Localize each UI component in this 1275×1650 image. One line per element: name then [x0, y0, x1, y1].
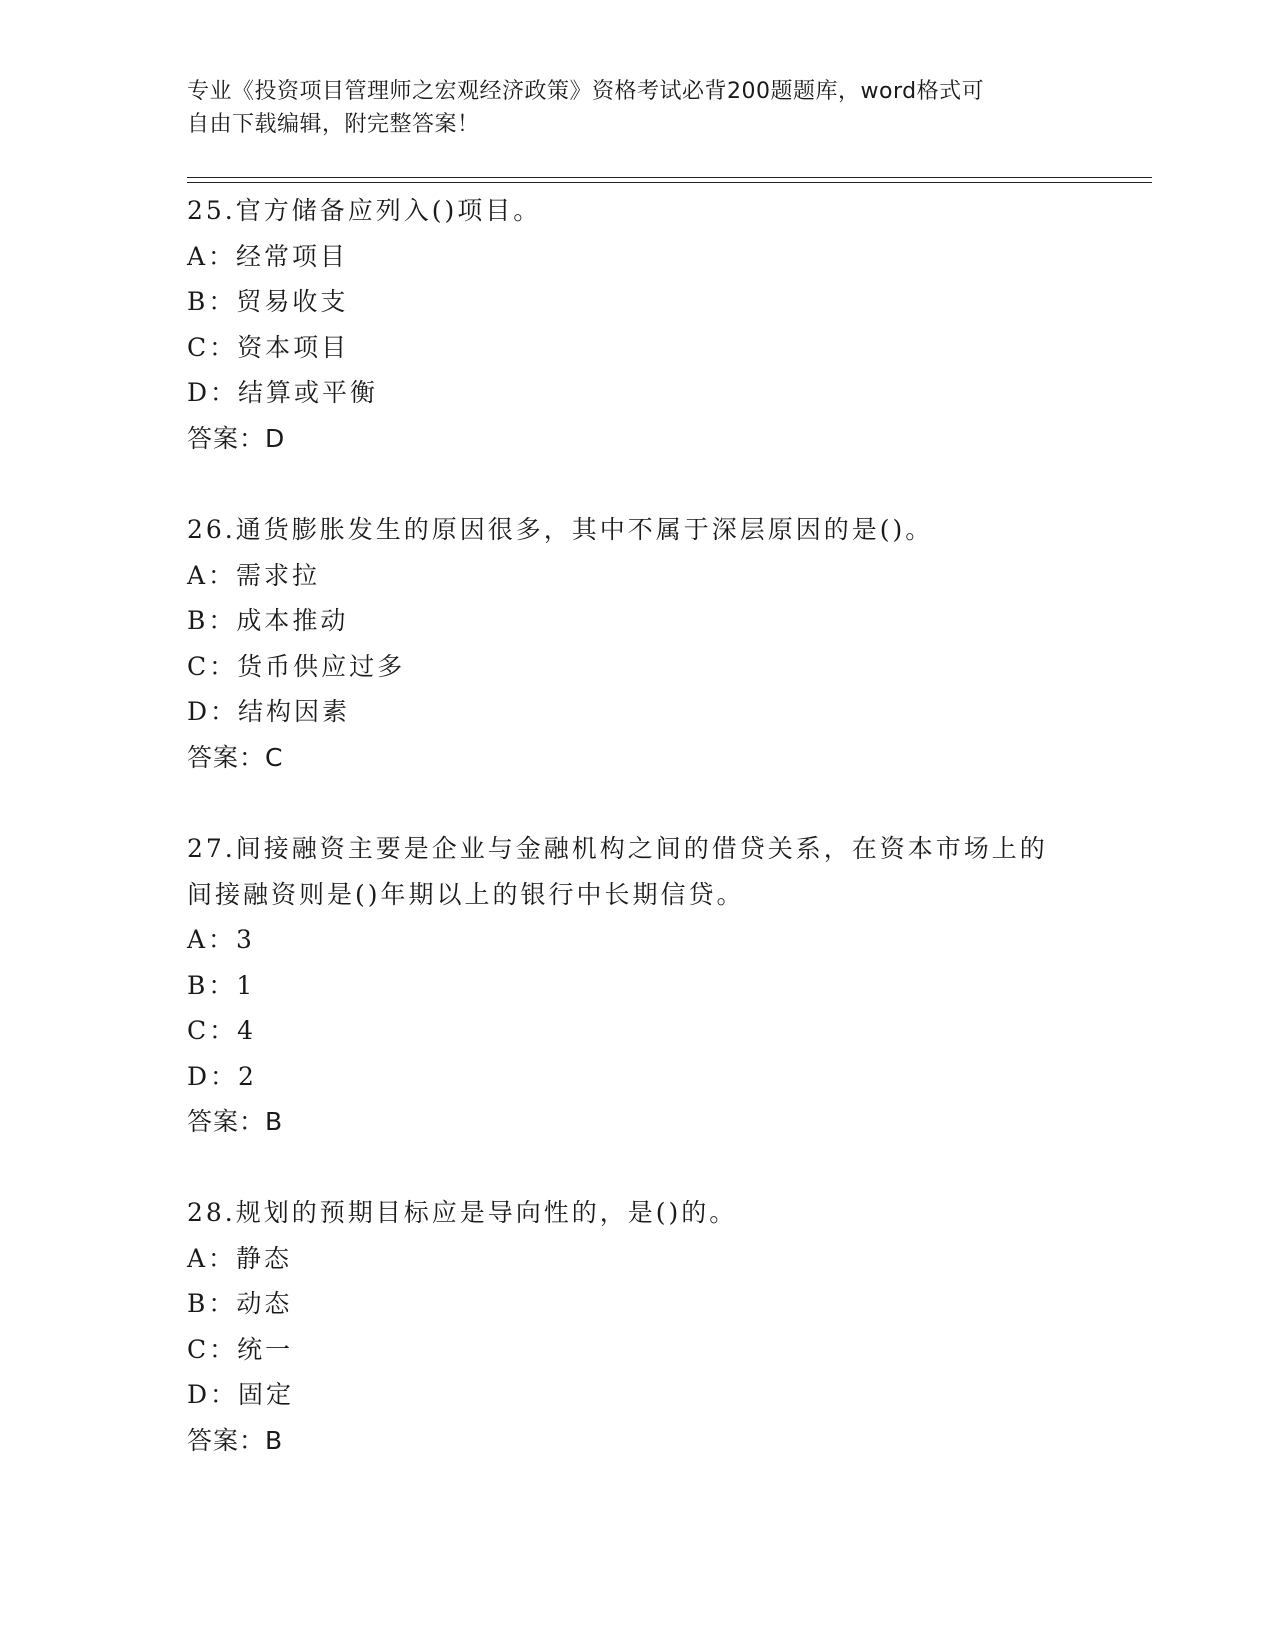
question-stem: 26.通货膨胀发生的原因很多，其中不属于深层原因的是()。 [187, 515, 934, 544]
answer-line: 答案：B [187, 1425, 284, 1455]
document-header [187, 75, 1087, 141]
option-d: D：固定 [187, 1380, 295, 1409]
question-stem-line-2: 间接融资则是()年期以上的银行中长期信贷。 [187, 879, 745, 909]
header-divider-bottom [187, 182, 1152, 183]
header-title-line-1: 专业《投资项目管理师之宏观经济政策》资格考试必背200题题库，word格式可 [187, 79, 985, 104]
option-a: A：3 [187, 925, 255, 954]
option-b: B：动态 [187, 1289, 293, 1318]
question-stem: 28.规划的预期目标应是导向性的，是()的。 [187, 1198, 738, 1227]
option-c: C：资本项目 [187, 332, 350, 362]
answer-line: 答案：B [187, 1107, 284, 1136]
option-d: D：结算或平衡 [187, 378, 379, 407]
question-26 [187, 507, 1117, 780]
answer-line: 答案：C [187, 742, 284, 772]
option-c: C：4 [187, 1016, 257, 1045]
option-a: A：静态 [187, 1243, 293, 1273]
question-27 [187, 826, 1117, 1145]
question-stem-line-1: 27.间接融资主要是企业与金融机构之间的借贷关系，在资本市场上的 [187, 834, 1048, 863]
header-title-line-2: 自由下载编辑，附完整答案！ [187, 112, 480, 137]
header-divider-top [187, 177, 1152, 178]
question-25 [187, 188, 1117, 461]
question-28 [187, 1190, 1117, 1463]
option-b: B：1 [187, 970, 256, 1000]
option-b: B：成本推动 [187, 606, 349, 635]
option-c: C：货币供应过多 [187, 651, 406, 681]
option-a: A：经常项目 [187, 241, 349, 271]
answer-line: 答案：D [187, 423, 286, 453]
option-d: D：结构因素 [187, 697, 351, 726]
option-b: B：贸易收支 [187, 287, 349, 316]
option-a: A：需求拉 [187, 560, 321, 590]
question-stem: 25.官方储备应列入()项目。 [187, 196, 542, 225]
option-d: D：2 [187, 1061, 257, 1091]
option-c: C：统一 [187, 1334, 294, 1364]
